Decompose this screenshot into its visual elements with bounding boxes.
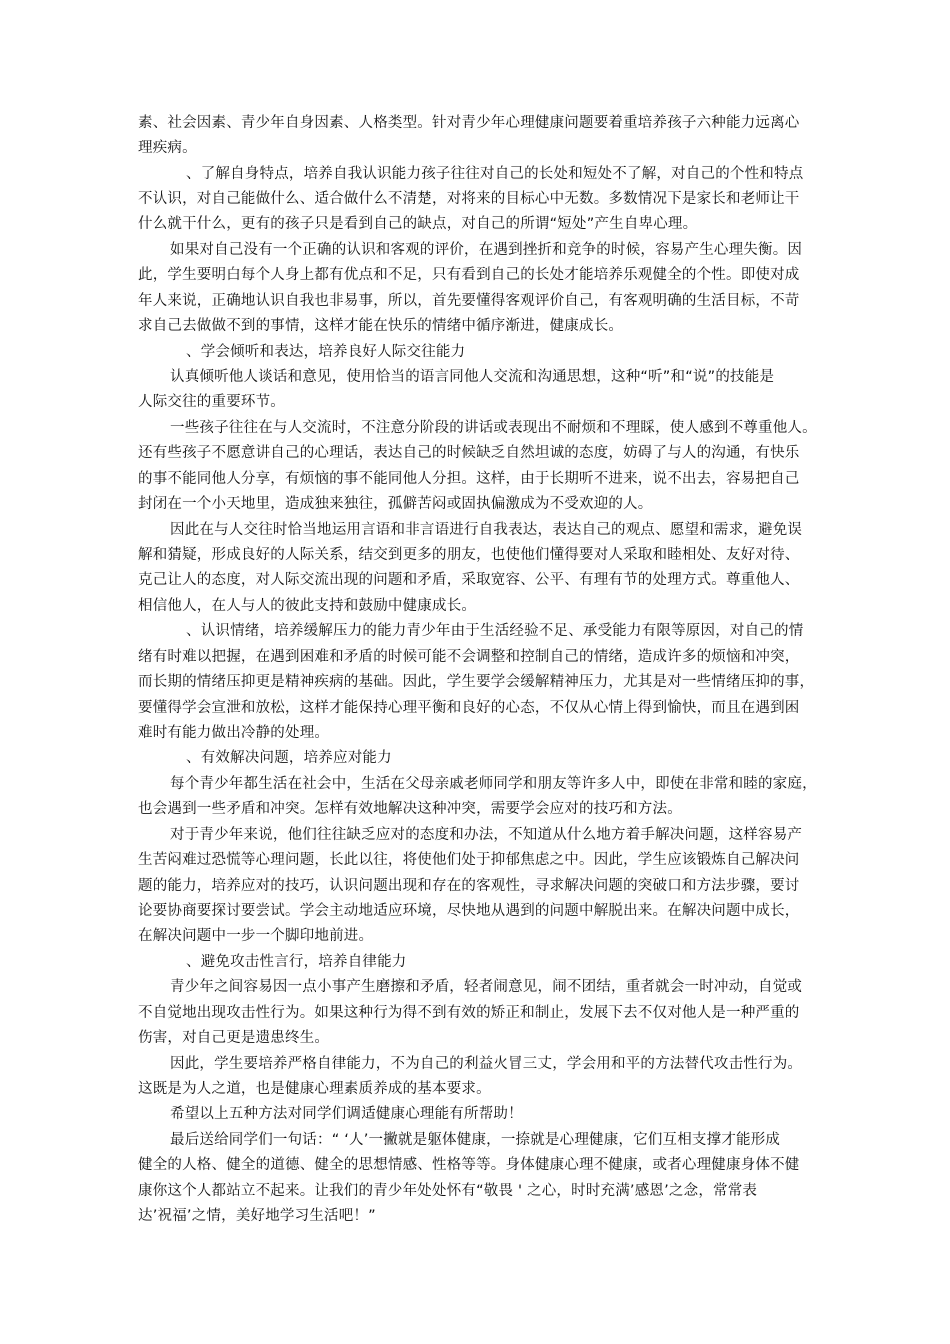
text-line-1: 素、社会因素、青少年自身因素、人格类型。针对青少年心理健康问题要着重培养孩子六种能力远离心 — [138, 115, 800, 131]
text-line-3: 、了解自身特点，培养自我认识能力孩子往往对自己的长处和短处不了解，对自己的个性和特点 — [186, 166, 804, 182]
text-line-30: 生苦闷难过恐慌等心理问题，长此以往，将使他们处于抑郁焦虑之中。因此，学生应该锻炼自己解决问 — [138, 852, 800, 868]
text-line-20: 相信他人，在人与人的彼此支持和鼓励中健康成长。 — [138, 598, 477, 614]
text-line-38: 因此，学生要培养严格自律能力，不为自己的利益火冒三丈，学会用和平的方法替代攻击性行为。 — [170, 1056, 803, 1072]
text-line-14: 还有些孩子不愿意讲自己的心理话，表达自己的时候缺乏自然坦诚的态度，妨碍了与人的沟通，有快乐 — [138, 445, 800, 461]
text-line-11: 认真倾听他人谈话和意见，使用恰当的语言同他人交流和沟通思想，这种“听”和“说”的技能是 — [170, 369, 775, 385]
text-line-41: 最后送给同学们一句话：“ ‘人’一撇就是躯体健康，一捺就是心理健康，它们互相支撑才能形成 — [170, 1132, 781, 1148]
text-line-4: 不认识，对自己能做什么、适合做什么不清楚，对将来的目标心中无数。多数情况下是家长和老师让干 — [138, 191, 800, 207]
text-line-35: 青少年之间容易因一点小事产生磨擦和矛盾，轻者闹意见，闹不团结，重者就会一时冲动，自觉或 — [170, 979, 803, 995]
text-line-39: 这既是为人之道，也是健康心理素质养成的基本要求。 — [138, 1081, 491, 1097]
text-line-27: 每个青少年都生活在社会中，生活在父母亲戚老师同学和朋友等许多人中，即使在非常和睦的家庭， — [170, 776, 817, 792]
text-line-23: 而长期的情绪压抑更是精神疾病的基础。因此，学生要学会缓解精神压力，尤其是对一些情绪压抑的事， — [138, 674, 815, 690]
text-line-43: 康你这个人都站立不起来。让我们的青少年处处怀有“敬畏 ' 之心，时时充满’感恩’之念，常常表 — [138, 1183, 758, 1199]
text-line-8: 年人来说，正确地认识自我也非易事，所以，首先要懂得客观评价自己，有客观明确的生活目标，不苛 — [138, 293, 800, 309]
text-line-31: 题的能力，培养应对的技巧，认识问题出现和存在的客观性，寻求解决问题的突破口和方法步骤，要讨 — [138, 878, 800, 894]
text-line-15: 的事不能同他人分享，有烦恼的事不能同他人分担。这样，由于长期听不进来，说不出去，容易把自己 — [138, 471, 800, 487]
text-line-28: 也会遇到一些矛盾和冲突。怎样有效地解决这种冲突，需要学会应对的技巧和方法。 — [138, 801, 682, 817]
text-line-13: 一些孩子往往在与人交流时，不注意分阶段的讲话或表现出不耐烦和不理睬，使人感到不尊重他人。 — [170, 420, 817, 436]
section-heading-2: 、学会倾听和表达，培养良好人际交往能力 — [186, 344, 466, 360]
text-line-44: 达’祝福’之情，美好地学习生活吧！” — [138, 1208, 376, 1224]
text-line-5: 什么就干什么，更有的孩子只是看到自己的缺点，对自己的所谓“短处”产生自卑心理。 — [138, 216, 698, 232]
text-line-17: 因此在与人交往时恰当地运用言语和非言语进行自我表达，表达自己的观点、愿望和需求，避免误 — [170, 522, 803, 538]
text-line-7: 此，学生要明白每个人身上都有优点和不足，只有看到自己的长处才能培养乐观健全的个性。即使对成 — [138, 267, 800, 283]
text-line-22: 绪有时难以把握，在遇到困难和矛盾的时候可能不会调整和控制自己的情绪，造成许多的烦恼和冲突， — [138, 649, 800, 665]
text-line-42: 健全的人格、健全的道德、健全的思想情感、性格等等。身体健康心理不健康，或者心理健康身体不健 — [138, 1157, 800, 1173]
text-line-19: 克己让人的态度，对人际交流出现的问题和矛盾，采取宽容、公平、有理有节的处理方式。尊重他人、 — [138, 572, 800, 588]
text-line-33: 在解决问题中一步一个脚印地前进。 — [138, 928, 374, 944]
text-line-21: 、认识情绪，培养缓解压力的能力青少年由于生活经验不足、承受能力有限等原因，对自己的情 — [186, 623, 804, 639]
text-line-16: 封闭在一个小天地里，造成独来独往，孤僻苦闷或固执偏激成为不受欢迎的人。 — [138, 496, 653, 512]
text-line-37: 伤害，对自己更是遗患终生。 — [138, 1030, 330, 1046]
text-line-9: 求自己去做做不到的事情，这样才能在快乐的情绪中循序渐进，健康成长。 — [138, 318, 624, 334]
text-line-40: 希望以上五种方法对同学们调适健康心理能有所帮助！ — [170, 1106, 523, 1122]
text-line-12: 人际交往的重要环节。 — [138, 394, 285, 410]
text-line-29: 对于青少年来说，他们往往缺乏应对的态度和办法，不知道从什么地方着手解决问题，这样容易产 — [170, 827, 803, 843]
section-heading-5: 、避免攻击性言行，培养自律能力 — [186, 954, 407, 970]
text-line-25: 难时有能力做出冷静的处理。 — [138, 725, 330, 741]
text-line-24: 要懂得学会宣泄和放松，这样才能保持心理平衡和良好的心态，不仅从心情上得到愉快，而且在遇到困 — [138, 700, 800, 716]
text-line-2: 理疾病。 — [138, 140, 197, 156]
text-line-18: 解和猜疑，形成良好的人际关系，结交到更多的朋友，也使他们懂得要对人采取和睦相处、友好对待、 — [138, 547, 800, 563]
text-line-36: 不自觉地出现攻击性行为。如果这种行为得不到有效的矫正和制止，发展下去不仅对他人是一种严重的 — [138, 1005, 800, 1021]
text-line-6: 如果对自己没有一个正确的认识和客观的评价，在遇到挫折和竞争的时候，容易产生心理失衡。因 — [170, 242, 803, 258]
text-line-32: 论要协商要探讨要尝试。学会主动地适应环境，尽快地从遇到的问题中解脱出来。在解决问题中成长， — [138, 903, 800, 919]
section-heading-4: 、有效解决问题，培养应对能力 — [186, 750, 392, 766]
